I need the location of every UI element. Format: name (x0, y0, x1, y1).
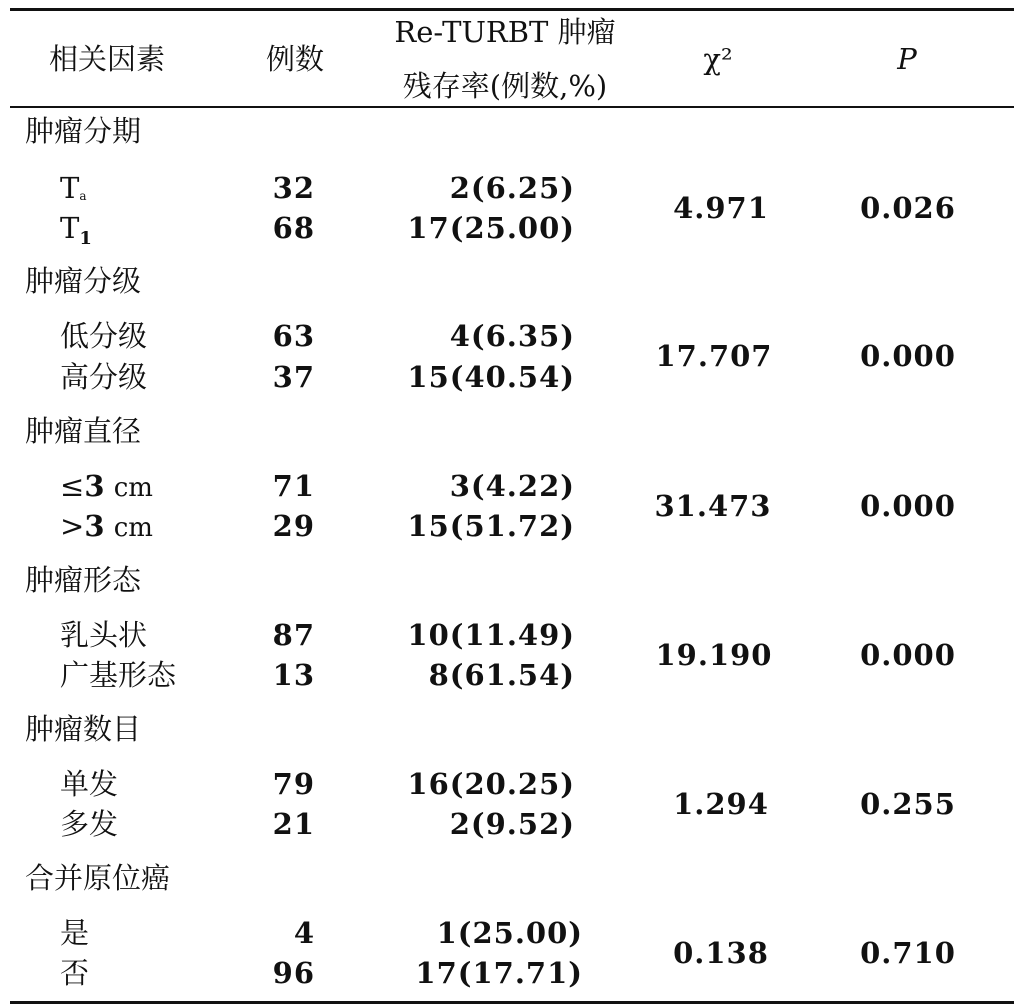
row-count: 79 (272, 767, 315, 801)
row-rate: 15(40.54) (407, 360, 575, 394)
group-title: 肿瘤直径 (25, 414, 142, 448)
group-title: 肿瘤分期 (25, 114, 142, 148)
row-rate: 17(25.00) (407, 211, 575, 245)
row-label: Ta (60, 171, 87, 205)
row-count: 4 (293, 916, 315, 950)
group-title: 合并原位癌 (25, 861, 171, 895)
row-count: 63 (272, 319, 315, 353)
header-count: 例数 (266, 42, 325, 76)
row-label: 多发 (60, 807, 119, 841)
group-p-value: 0.255 (860, 787, 956, 821)
row-rate: 10(11.49) (407, 618, 575, 652)
group-chi-square: 17.707 (655, 339, 773, 373)
row-rate: 17(17.71) (415, 956, 583, 990)
group-p-value: 0.000 (860, 638, 956, 672)
row-rate: 15(51.72) (407, 509, 575, 543)
group-chi-square: 1.294 (673, 787, 769, 821)
row-count: 32 (272, 171, 315, 205)
row-rate: 16(20.25) (407, 767, 575, 801)
table-header-rule (10, 106, 1014, 108)
row-rate: 3(4.22) (449, 469, 575, 503)
row-count: 71 (272, 469, 315, 503)
group-chi-square: 4.971 (673, 191, 769, 225)
group-title: 肿瘤分级 (25, 264, 142, 298)
group-chi-square: 31.473 (654, 489, 772, 523)
row-label: >3 cm (60, 509, 153, 543)
row-count: 68 (272, 211, 315, 245)
row-label: 是 (60, 916, 90, 950)
group-chi-square: 0.138 (673, 936, 769, 970)
row-count: 87 (272, 618, 315, 652)
group-title: 肿瘤形态 (25, 563, 142, 597)
row-label: $T_1$ (60, 211, 92, 249)
group-title: 肿瘤数目 (25, 712, 142, 746)
row-label: 低分级 (60, 319, 148, 353)
row-rate: 4(6.35) (449, 319, 575, 353)
group-p-value: 0.000 (860, 489, 956, 523)
row-count: 13 (272, 658, 315, 692)
group-p-value: 0.026 (860, 191, 956, 225)
row-rate: 2(9.52) (449, 807, 575, 841)
header-rate-line2: 残存率(例数,%) (402, 69, 608, 103)
row-label: 否 (60, 956, 90, 990)
row-count: 21 (272, 807, 315, 841)
header-p-value: P (897, 42, 917, 76)
table-top-rule (10, 8, 1014, 11)
row-count: 29 (272, 509, 315, 543)
row-rate: 8(61.54) (428, 658, 575, 692)
group-p-value: 0.000 (860, 339, 956, 373)
row-rate: 1(25.00) (436, 916, 583, 950)
header-chi-square: χ² (703, 42, 733, 76)
row-label: 单发 (60, 767, 119, 801)
row-count: 96 (272, 956, 315, 990)
table-bottom-rule (10, 1001, 1014, 1004)
row-rate: 2(6.25) (449, 171, 575, 205)
row-count: 37 (272, 360, 315, 394)
group-chi-square: 19.190 (655, 638, 773, 672)
row-label: 高分级 (60, 360, 148, 394)
header-rate-line1: Re-TURBT 肿瘤 (394, 15, 616, 49)
row-label: 乳头状 (60, 618, 148, 652)
row-label: 广基形态 (60, 658, 177, 692)
row-label: ≤3 cm (60, 469, 153, 503)
header-factor: 相关因素 (49, 42, 166, 76)
group-p-value: 0.710 (860, 936, 956, 970)
